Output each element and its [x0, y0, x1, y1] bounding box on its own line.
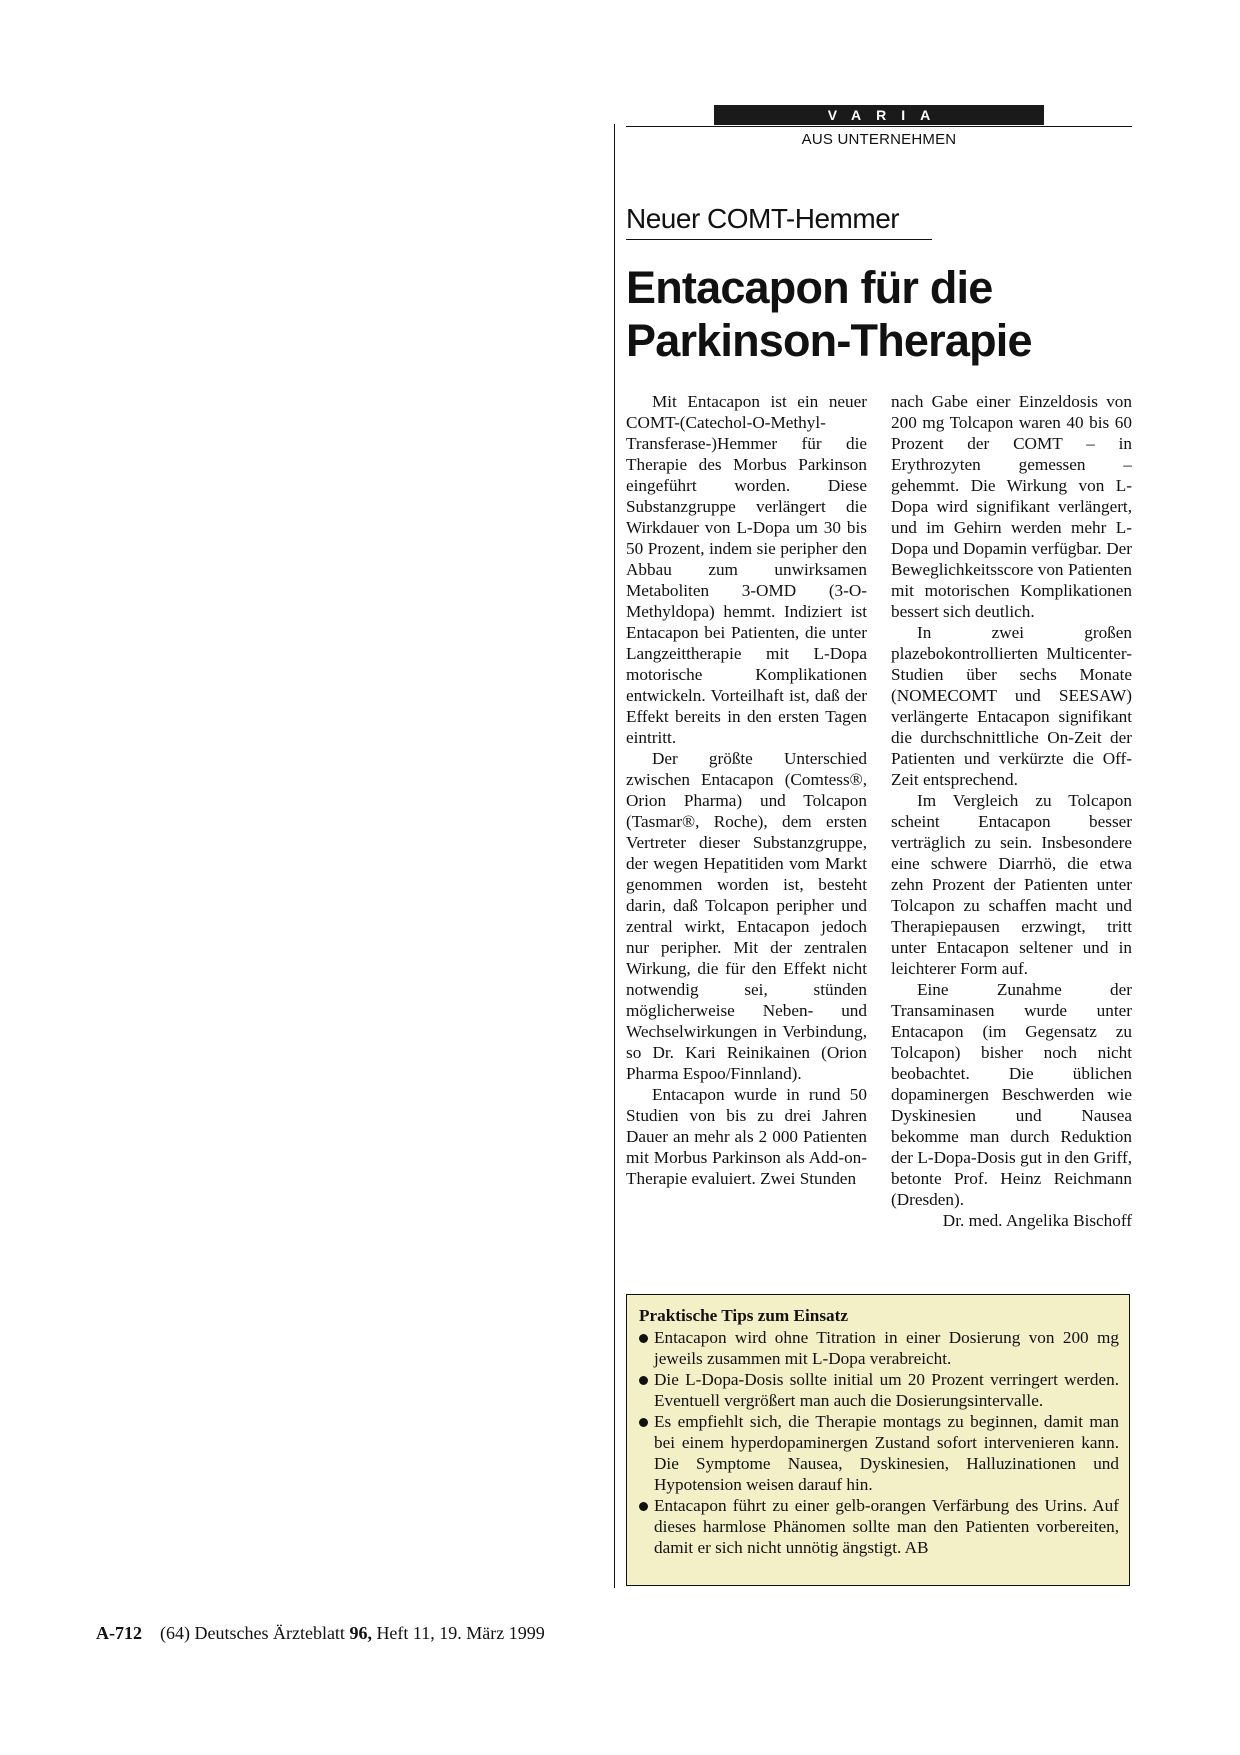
subsection-label: AUS UNTERNEHMEN [801, 131, 957, 148]
bullet-icon [639, 1334, 648, 1343]
tips-box [626, 1294, 1130, 1586]
tip-text: Die L-Dopa-Dosis sollte initial um 20 Prozent verringert werden. Eventuell vergrößert man auch die Dosierungsintervalle. [654, 1370, 1119, 1410]
header-rule [626, 126, 1132, 127]
tips-box-title: Praktische Tips zum Einsatz [639, 1306, 848, 1325]
tips-list [639, 1327, 1119, 1558]
bullet-icon [639, 1376, 648, 1385]
bullet-icon [639, 1418, 648, 1427]
page-footer [96, 1622, 545, 1644]
section-label: VARIA [714, 105, 1044, 125]
article-column-2 [891, 391, 1132, 1231]
headline-line-2: Parkinson-Therapie [626, 315, 1032, 366]
paragraph: Im Vergleich zu Tolcapon scheint Entacapon besser verträglich zu sein. Insbesondere eine schwere Diarrhö, die etwa zehn Prozent der Patienten unter Tolcapon zu schaffen macht und Therapiepausen erzwingt, tritt unter Entacapon seltener und in leichterer Form auf. [891, 791, 1132, 978]
paragraph: Eine Zunahme der Transaminasen wurde unter Entacapon (im Gegensatz zu Tolcapon) bisher noch nicht beobachtet. Die üblichen dopaminergen Beschwerden wie Dyskinesien und Nausea bekomme man durch Reduktion der L-Dopa-Dosis gut in den Griff, betonte Prof. Heinz Reichmann (Dresden). [891, 980, 1132, 1209]
tip-text: Es empfiehlt sich, die Therapie montags zu beginnen, damit man bei einem hyperdopaminergen Zustand sofort intervenieren kann. Die Symptome Nausea, Dyskinesien, Halluzinationen und Hypotension weisen darauf hin. [654, 1412, 1119, 1494]
tip-item [639, 1495, 1119, 1558]
page-number: A-712 [96, 1623, 142, 1643]
paragraph: Mit Entacapon ist ein neuer COMT-(Catechol-O-Methyl-Transferase-)Hemmer für die Therapie des Morbus Parkinson eingeführt worden. Diese Substanzgruppe verlängert die Wirkdauer von L-Dopa um 30 bis 50 Prozent, indem sie peripher den Abbau zum unwirksamen Metaboliten 3-OMD (3-O-Methyldopa) hemmt. Indiziert ist Entacapon bei Patienten, die unter Langzeittherapie mit L-Dopa motorische Komplikationen entwickeln. Vorteilhaft ist, daß der Effekt bereits in den ersten Tagen eintritt. [626, 392, 867, 747]
article-headline [626, 261, 1146, 367]
headline-line-1: Entacapon für die [626, 262, 993, 313]
article-kicker: Neuer COMT-Hemmer [626, 203, 900, 234]
kicker-underline [626, 239, 932, 240]
paragraph: Der größte Unterschied zwischen Entacapon (Comtess®, Orion Pharma) und Tolcapon (Tasmar®, Roche), dem ersten Vertreter dieser Substanzgruppe, der wegen Hepatitiden vom Markt genommen worden ist, besteht darin, daß Tolcapon peripher und zentral wirkt, Entacapon jedoch nur peripher. Mit der zentralen Wirkung, die für den Effekt nicht notwendig sei, stünden möglicherweise Neben- und Wechselwirkungen in Verbindung, so Dr. Kari Reinikainen (Orion Pharma Espoo/Finnland). [626, 749, 867, 1083]
paragraph-continued: nach Gabe einer Einzeldosis von 200 mg Tolcapon waren 40 bis 60 Prozent der COMT – in Erythrozyten gemessen – gehemmt. Die Wirkung von L-Dopa wird signifikant verlängert, und im Gehirn werden mehr L-Dopa und Dopamin verfügbar. Der Beweglichkeitsscore von Patienten mit motorischen Komplikationen bessert sich deutlich. [891, 392, 1132, 621]
tip-text: Entacapon führt zu einer gelb-orangen Verfärbung des Urins. Auf dieses harmlose Phänomen sollte man den Patienten vorbereiten, damit er sich nicht unnötig ängstigt. AB [654, 1496, 1119, 1557]
paragraph: Entacapon wurde in rund 50 Studien von bis zu drei Jahren Dauer an mehr als 2 000 Patienten mit Morbus Parkinson als Add-on-Therapie evaluiert. Zwei Stunden [626, 1085, 867, 1188]
column-rule [614, 124, 615, 1588]
journal-citation-pre: (64) Deutsches Ärzteblatt [160, 1623, 350, 1643]
tip-text: Entacapon wird ohne Titration in einer Dosierung von 200 mg jeweils zusammen mit L-Dopa verabreicht. [654, 1328, 1119, 1368]
tip-item [639, 1369, 1119, 1411]
journal-citation-post: Heft 11, 19. März 1999 [371, 1623, 545, 1643]
author-byline: Dr. med. Angelika Bischoff [942, 1211, 1132, 1230]
journal-volume: 96, [349, 1623, 372, 1643]
tip-item [639, 1327, 1119, 1369]
article-column-1 [626, 391, 867, 1189]
bullet-icon [639, 1502, 648, 1511]
tip-item [639, 1411, 1119, 1495]
paragraph: In zwei großen plazebokontrollierten Multicenter-Studien über sechs Monate (NOMECOMT und SEESAW) verlängerte Entacapon signifikant die durchschnittliche On-Zeit der Patienten und verkürzte die Off-Zeit entsprechend. [891, 623, 1132, 789]
